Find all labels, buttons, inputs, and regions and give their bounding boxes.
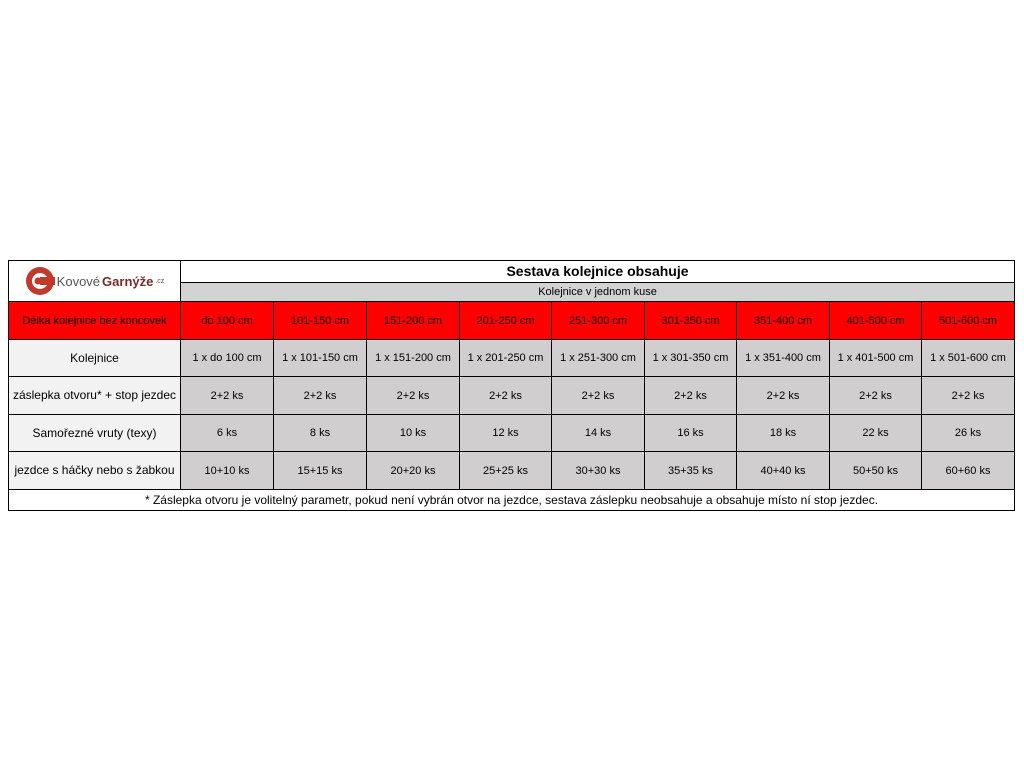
footnote: * Záslepka otvoru je volitelný parametr, pokud není vybrán otvor na jezdce, sestava záslepku neobsahuje a obsahuje místo ní stop jezdec. bbox=[9, 490, 1015, 511]
header-col: 301-350 cm bbox=[645, 302, 737, 340]
table-row bbox=[9, 377, 1015, 415]
table-cell: 20+20 ks bbox=[367, 452, 460, 490]
table-cell: 25+25 ks bbox=[460, 452, 552, 490]
table-cell: 1 x 501-600 cm bbox=[922, 340, 1015, 377]
table-subtitle: Kolejnice v jednom kuse bbox=[181, 282, 1015, 301]
table-cell: 2+2 ks bbox=[367, 377, 460, 415]
header-col: 101-150 cm bbox=[274, 302, 367, 340]
table-cell: 1 x 201-250 cm bbox=[460, 340, 552, 377]
table-cell: 16 ks bbox=[645, 415, 737, 452]
table-cell: 2+2 ks bbox=[460, 377, 552, 415]
header-col: 501-600 cm bbox=[922, 302, 1015, 340]
table-cell: 1 x do 100 cm bbox=[181, 340, 274, 377]
header-length-label: Délka kolejnice bez koncovek bbox=[9, 302, 181, 340]
table-row bbox=[9, 452, 1015, 490]
brand-logo bbox=[9, 266, 180, 296]
table-cell: 2+2 ks bbox=[830, 377, 922, 415]
table-cell: 6 ks bbox=[181, 415, 274, 452]
table-cell: 10 ks bbox=[367, 415, 460, 452]
table-cell: 14 ks bbox=[552, 415, 645, 452]
table-cell: 50+50 ks bbox=[830, 452, 922, 490]
table-cell: 1 x 251-300 cm bbox=[552, 340, 645, 377]
table-cell: 2+2 ks bbox=[645, 377, 737, 415]
table-cell: 15+15 ks bbox=[274, 452, 367, 490]
table-cell: 60+60 ks bbox=[922, 452, 1015, 490]
table-cell: 2+2 ks bbox=[922, 377, 1015, 415]
table-cell: 8 ks bbox=[274, 415, 367, 452]
spec-table-wrapper bbox=[8, 260, 1014, 511]
header-col: 351-400 cm bbox=[737, 302, 830, 340]
table-cell: 1 x 301-350 cm bbox=[645, 340, 737, 377]
row-label: jezdce s háčky nebo s žabkou bbox=[9, 452, 181, 490]
logo-cell bbox=[9, 261, 181, 302]
table-cell: 2+2 ks bbox=[274, 377, 367, 415]
table-cell: 35+35 ks bbox=[645, 452, 737, 490]
header-col: do 100 cm bbox=[181, 302, 274, 340]
row-label: Kolejnice bbox=[9, 340, 181, 377]
table-cell: 26 ks bbox=[922, 415, 1015, 452]
table-cell: 2+2 ks bbox=[552, 377, 645, 415]
row-label: Samořezné vruty (texy) bbox=[9, 415, 181, 452]
table-cell: 2+2 ks bbox=[737, 377, 830, 415]
table-cell: 1 x 101-150 cm bbox=[274, 340, 367, 377]
table-title: Sestava kolejnice obsahuje bbox=[181, 261, 1015, 283]
table-cell: 1 x 151-200 cm bbox=[367, 340, 460, 377]
logo-tld: .cz bbox=[155, 277, 165, 285]
header-col: 401-500 cm bbox=[830, 302, 922, 340]
table-cell: 2+2 ks bbox=[181, 377, 274, 415]
table-cell: 30+30 ks bbox=[552, 452, 645, 490]
row-label: záslepka otvoru* + stop jezdec bbox=[9, 377, 181, 415]
table-row bbox=[9, 415, 1015, 452]
table-row bbox=[9, 340, 1015, 377]
header-col: 151-200 cm bbox=[367, 302, 460, 340]
table-cell: 1 x 401-500 cm bbox=[830, 340, 922, 377]
table-cell: 12 ks bbox=[460, 415, 552, 452]
logo-text-garnyze: Garnýže bbox=[102, 273, 154, 289]
table-cell: 40+40 ks bbox=[737, 452, 830, 490]
table-cell: 18 ks bbox=[737, 415, 830, 452]
table-cell: 22 ks bbox=[830, 415, 922, 452]
table-cell: 10+10 ks bbox=[181, 452, 274, 490]
logo-text-kovove: Kovové bbox=[56, 273, 101, 289]
spec-table bbox=[8, 260, 1015, 511]
brand-logo-icon bbox=[25, 266, 55, 296]
header-col: 201-250 cm bbox=[460, 302, 552, 340]
table-cell: 1 x 351-400 cm bbox=[737, 340, 830, 377]
header-col: 251-300 cm bbox=[552, 302, 645, 340]
